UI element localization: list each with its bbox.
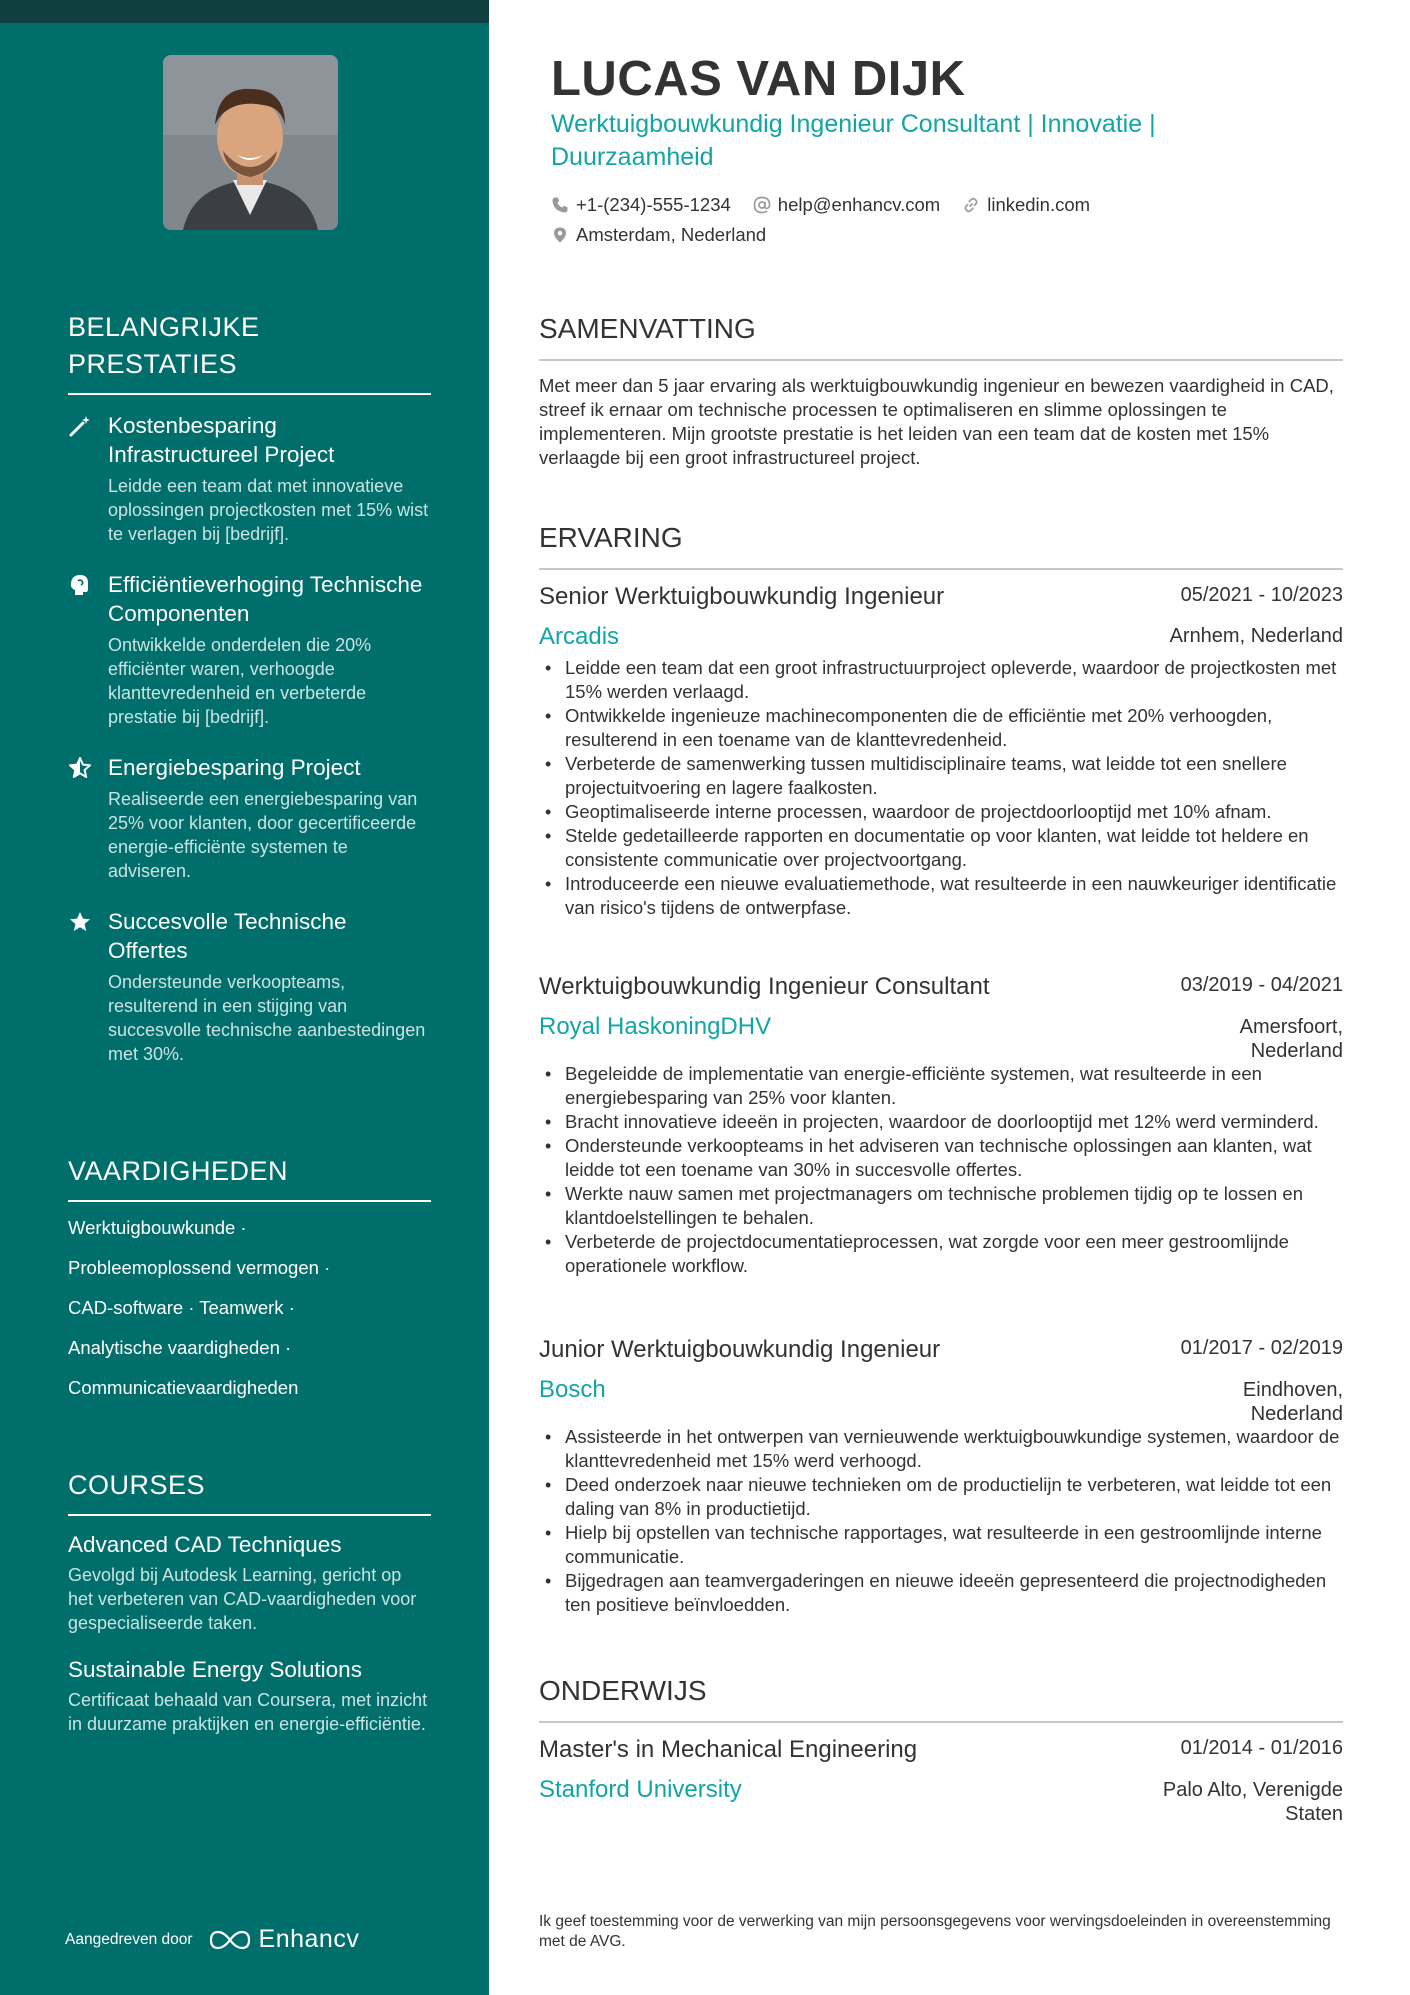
- achievement-desc: Ondersteunde verkoopteams, resulterend in een stijging van succesvolle technische aanbestedingen met 30%.: [108, 972, 426, 1064]
- achievement-item: [68, 753, 431, 883]
- skill-item: Analytische vaardigheden ·: [68, 1337, 292, 1358]
- skill-item: Werktuigbouwkunde ·: [68, 1217, 247, 1238]
- school-name: Stanford University: [539, 1776, 742, 1803]
- phone-icon: [551, 196, 569, 214]
- achievements-heading: BELANGRIJKE PRESTATIES: [68, 309, 431, 395]
- job-title: Senior Werktuigbouwkundig Ingenieur: [539, 583, 945, 610]
- location-text: Amsterdam, Nederland: [576, 224, 767, 245]
- job-bullet: • Ondersteunde verkoopteams in het adviseren van technische oplossingen aan klanten, wat leidde tot een toename van 30% in succesvolle offertes.: [565, 1134, 1343, 1182]
- achievement-title: Kostenbesparing Infrastructureel Project: [108, 413, 335, 467]
- email-text[interactable]: help@enhancv.com: [777, 194, 941, 215]
- experience-heading: ERVARING: [539, 520, 1343, 570]
- contact-linkedin[interactable]: [962, 194, 1090, 216]
- job-bullets: [539, 656, 1343, 920]
- education-date: 01/2014 - 01/2016: [1180, 1737, 1343, 1759]
- education-entry: [539, 1735, 1343, 1825]
- candidate-name: LUCAS VAN DIJK: [551, 52, 966, 106]
- course-title: Sustainable Energy Solutions: [68, 1657, 362, 1682]
- job-bullet: • Assisteerde in het ontwerpen van vernieuwende werktuigbouwkundige systemen, waardoor de klanttevredenheid met 15% werd verhoogd.: [565, 1425, 1343, 1473]
- courses-heading: COURSES: [68, 1467, 431, 1516]
- job-location: Eindhoven, Nederland: [1242, 1379, 1343, 1425]
- course-item: [68, 1655, 431, 1736]
- job-bullet: • Verbeterde de projectdocumentatieprocessen, wat zorgde voor een meer gestroomlijnde operationele workflow.: [565, 1230, 1343, 1278]
- contact-row: [551, 194, 1112, 216]
- job-title: Werktuigbouwkundig Ingenieur Consultant: [539, 973, 990, 1000]
- enhancv-logo: [207, 1925, 360, 1954]
- linkedin-text[interactable]: linkedin.com: [987, 194, 1091, 215]
- achievement-desc: Ontwikkelde onderdelen die 20% efficiënter waren, verhoogde klanttevredenheid en verbeterde prestatie bij [bedrijf].: [108, 635, 372, 727]
- job-bullet: • Werkte nauw samen met projectmanagers om technische problemen tijdig op te lossen en klantdoelstellingen te behalen.: [565, 1182, 1343, 1230]
- contact-row-2: [551, 224, 788, 246]
- job-entry: [539, 972, 1343, 1278]
- skills-heading: VAARDIGHEDEN: [68, 1153, 431, 1202]
- job-company: Bosch: [539, 1376, 606, 1403]
- achievement-title: Efficiëntieverhoging Technische Componenten: [108, 572, 423, 626]
- education-heading: ONDERWIJS: [539, 1673, 1343, 1723]
- half-star-icon: [68, 756, 92, 780]
- job-entry: [539, 1335, 1343, 1617]
- summary-heading: SAMENVATTING: [539, 311, 1343, 361]
- at-icon: [753, 196, 771, 214]
- profile-photo: [163, 55, 338, 230]
- sidebar: [0, 0, 489, 1995]
- course-desc: Certificaat behaald van Coursera, met inzicht in duurzame praktijken en energie-efficiëntie.: [68, 1690, 428, 1734]
- powered-by-label: Aangedreven door: [65, 1930, 193, 1948]
- job-company: Royal HaskoningDHV: [539, 1013, 772, 1040]
- job-location: Arnhem, Nederland: [1169, 625, 1343, 647]
- course-desc: Gevolgd bij Autodesk Learning, gericht op het verbeteren van CAD-vaardigheden voor gespecialiseerde taken.: [68, 1565, 417, 1633]
- location-pin-icon: [551, 226, 569, 244]
- courses-section: [68, 1467, 431, 1736]
- job-bullet: • Hielp bij opstellen van technische rapportages, wat resulteerde in een gestroomlijnde interne communicatie.: [565, 1521, 1343, 1569]
- contact-phone: [551, 194, 731, 216]
- brain-icon: [68, 573, 92, 597]
- powered-by: [65, 1925, 359, 1954]
- job-bullet: • Bracht innovatieve ideeën in projecten, waardoor de doorlooptijd met 12% werd verminderd.: [565, 1110, 1343, 1134]
- sidebar-top-bar: [0, 0, 489, 23]
- job-title: Junior Werktuigbouwkundig Ingenieur: [539, 1336, 941, 1363]
- job-date: 03/2019 - 04/2021: [1180, 974, 1343, 996]
- summary-text: Met meer dan 5 jaar ervaring als werktuigbouwkundig ingenieur en bewezen vaardigheid in CAD, streef ik ernaar om technische processen te optimaliseren en slimme oplossingen te implementeren. Mijn grootste prestatie is het leiden van een team dat de kosten met 15% verlaagde bij een groot infrastructureel project.: [539, 375, 1334, 468]
- achievement-item: [68, 570, 431, 729]
- job-date: 05/2021 - 10/2023: [1180, 584, 1343, 606]
- achievement-title: Succesvolle Technische Offertes: [108, 909, 347, 963]
- job-bullet: • Geoptimaliseerde interne processen, waardoor de projectdoorlooptijd met 10% afnam.: [565, 800, 1343, 824]
- job-bullets: [539, 1062, 1343, 1278]
- job-bullets: [539, 1425, 1343, 1617]
- job-bullet: • Verbeterde de samenwerking tussen multidisciplinaire teams, wat leidde tot een snellere projectuitvoering en lagere faalkosten.: [565, 752, 1343, 800]
- job-entry: [539, 582, 1343, 920]
- achievement-desc: Realiseerde een energiebesparing van 25% voor klanten, door gecertificeerde energie-efficiënte systemen te adviseren.: [108, 789, 418, 881]
- achievement-item: [68, 411, 431, 546]
- headline: Werktuigbouwkundig Ingenieur Consultant | Innovatie | Duurzaamheid: [551, 110, 1156, 171]
- skill-item: Communicatievaardigheden: [68, 1377, 299, 1398]
- degree-title: Master's in Mechanical Engineering: [539, 1736, 918, 1763]
- achievement-title: Energiebesparing Project: [108, 755, 361, 780]
- skill-item: Probleemoplossend vermogen ·: [68, 1257, 331, 1278]
- job-bullet: • Bijgedragen aan teamvergaderingen en nieuwe ideeën gepresenteerd die projectnodigheden ten positieve beïnvloedden.: [565, 1569, 1343, 1617]
- course-title: Advanced CAD Techniques: [68, 1532, 342, 1557]
- job-bullet: • Introduceerde een nieuwe evaluatiemethode, wat resulteerde in een nauwkeuriger identificatie van risico's tijdens de ontwerpfase.: [565, 872, 1343, 920]
- brand-name: Enhancv: [258, 1925, 360, 1953]
- star-icon: [68, 910, 92, 934]
- achievement-desc: Leidde een team dat met innovatieve oplossingen projectkosten met 15% wist te verlagen bij [bedrijf].: [108, 476, 429, 544]
- job-location: Amersfoort, Nederland: [1239, 1016, 1343, 1062]
- job-bullet: • Stelde gedetailleerde rapporten en documentatie op voor klanten, wat leidde tot heldere en consistente communicatie over projectvoortgang.: [565, 824, 1343, 872]
- phone-text: +1-(234)-555-1234: [576, 194, 731, 215]
- achievements-section: [68, 309, 431, 1066]
- skill-item: CAD-software · Teamwerk ·: [68, 1297, 295, 1318]
- job-company: Arcadis: [539, 623, 620, 650]
- contact-location: [551, 224, 766, 246]
- course-item: [68, 1530, 431, 1635]
- job-bullet: • Leidde een team dat een groot infrastructuurproject opleverde, waardoor de projectkosten met 15% werden verlaagd.: [565, 656, 1343, 704]
- consent-text: Ik geef toestemming voor de verwerking van mijn persoonsgegevens voor wervingsdoeleinden in overeenstemming met de AVG.: [539, 1913, 1331, 1950]
- job-bullet: • Ontwikkelde ingenieuze machinecomponenten die de efficiëntie met 20% verhoogden, resulterend in een toename van de klanttevredenheid.: [565, 704, 1343, 752]
- skills-section: [68, 1153, 431, 1416]
- job-bullet: • Begeleidde de implementatie van energie-efficiënte systemen, wat resulteerde in een energiebesparing van 25% voor klanten.: [565, 1062, 1343, 1110]
- link-icon: [962, 196, 980, 214]
- magic-wand-icon: [68, 414, 92, 438]
- job-date: 01/2017 - 02/2019: [1180, 1337, 1343, 1359]
- achievement-item: [68, 907, 431, 1066]
- enhancv-logo-icon: [207, 1928, 253, 1952]
- contact-email[interactable]: [753, 194, 940, 216]
- education-location: Palo Alto, Verenigde Staten: [1162, 1779, 1343, 1825]
- job-bullet: • Deed onderzoek naar nieuwe technieken om de productielijn te verbeteren, wat leidde tot een daling van 8% in productietijd.: [565, 1473, 1343, 1521]
